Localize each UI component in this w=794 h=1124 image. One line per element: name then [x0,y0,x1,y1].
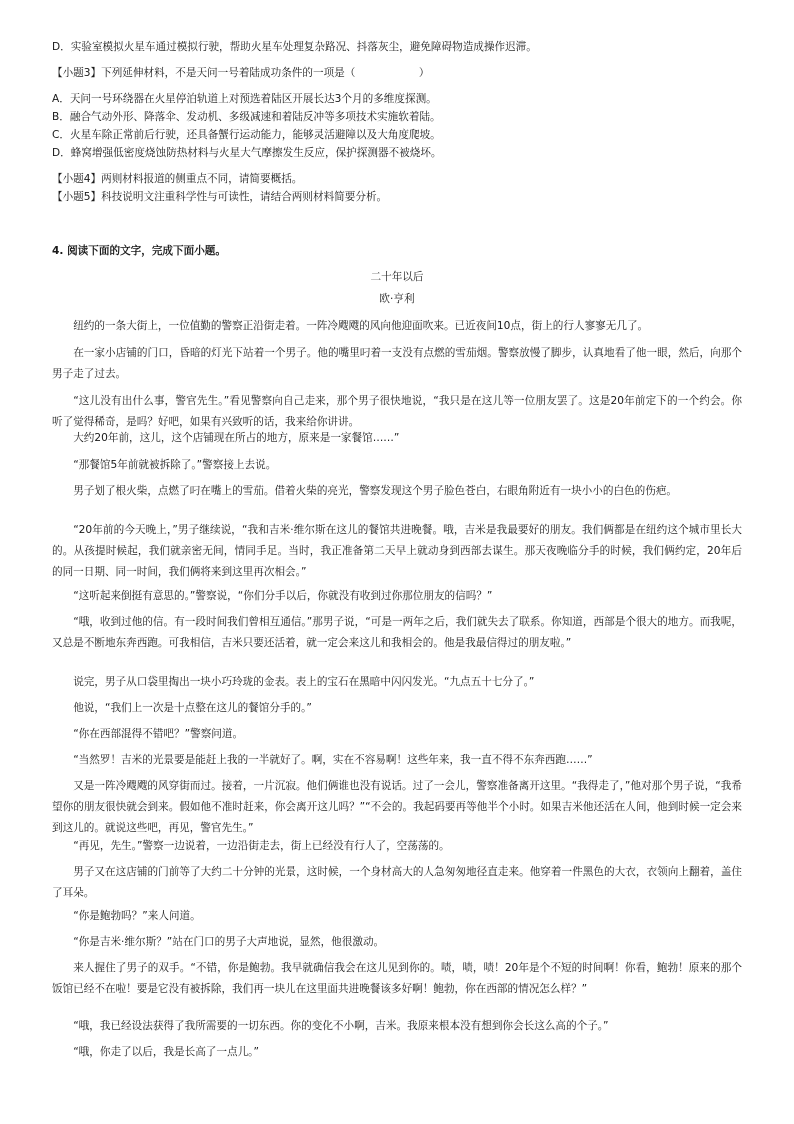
q5-stem: 【小题5】科技说明文注重科学性与可读性，请结合两则材料简要分析。 [52,191,388,203]
q3-option-a: A．天问一号环绕器在火星停泊轨道上对预选着陆区开展长达3个月的多维度探测。 [52,93,437,105]
paragraph: “你是鲍勃吗？”来人问道。 [73,910,201,922]
paragraph: “20年前的今天晚上，”男子继续说，“我和吉米·维尔斯在这儿的餐馆共进晚餐。哦，吉米是我最要好的朋友。我们俩都是在纽约这个城市里长大的。从孩提时候起，我们就亲密无间，情同手足。当时，我正准备第二天早上就动身到西部去谋生。那天夜晚临分手的时候，我们俩约定，20年后的同一日期、同一时间，我们俩将来到这里再次相会。” [52,524,742,578]
q3-option-c: C．火星车除正常前后行驶，还具备蟹行运动能力，能够灵活避障以及大角度爬坡。 [52,129,441,141]
paragraph: 男子划了根火柴，点燃了叼在嘴上的雪茄。借着火柴的亮光，警察发现这个男子脸色苍白，右眼角附近有一块小小的白色的伤疤。 [73,485,678,497]
paragraph: 又是一阵冷飕飕的风穿街而过。接着，一片沉寂。他们俩谁也没有说话。过了一会儿，警察准备离开这里。“我得走了，”他对那个男子说，“我希望你的朋友很快就会到来。假如他不准时赶来，你会离开这儿吗？”“不会的。我起码要再等他半个小时。如果吉米他还活在人间，他到时候一定会来到这儿的。就说这些吧，再见，警官先生。” [52,780,742,834]
paragraph: “你在西部混得不错吧？”警察问道。 [73,728,244,740]
q3-stem: 【小题3】下列延伸材料，不是天问一号着陆成功条件的一项是（ ） [52,67,430,79]
paragraph: “哦，我已经设法获得了我所需要的一切东西。你的变化不小啊，吉米。我原来根本没有想到你会长这么高的个子。” [73,1020,609,1032]
section-heading: 4. 阅读下面的文字，完成下面小题。 [52,245,226,257]
story-author: 欧·亨利 [379,293,415,305]
paragraph: “哦，你走了以后，我是长高了一点儿。” [73,1046,259,1058]
paragraph: “再见，先生。”警察一边说着，一边沿街走去，街上已经没有行人了，空荡荡的。 [73,840,450,852]
paragraph: 在一家小店铺的门口，昏暗的灯光下站着一个男子。他的嘴里叼着一支没有点燃的雪茄烟。警察放慢了脚步，认真地看了他一眼，然后，向那个男子走了过去。 [52,347,742,380]
paragraph: “当然罗！吉米的光景要是能赶上我的一半就好了。啊，实在不容易啊！这些年来，我一直不得不东奔西跑……” [73,754,593,766]
paragraph: “这听起来倒挺有意思的。”警察说，“你们分手以后，你就没有收到过你那位朋友的信吗？” [73,590,493,602]
paragraph: “这儿没有出什么事，警官先生。”看见警察向自己走来，那个男子很快地说，“我只是在这儿等一位朋友罢了。这是20年前定下的一个约会。你听了觉得稀奇，是吗？好吧，如果有兴致听的话，我来给你讲讲。 [52,395,742,428]
q3-option-d: D．蜂窝增强低密度烧蚀防热材料与火星大气摩擦发生反应，保护探测器不被烧坏。 [52,147,442,159]
story-title: 二十年以后 [370,271,424,283]
paragraph: “那餐馆5年前就被拆除了。”警察接上去说。 [73,459,277,471]
paragraph: 他说，“我们上一次是十点整在这儿的餐馆分手的。” [73,702,312,714]
paragraph: 来人握住了男子的双手。“不错，你是鲍勃。我早就确信我会在这儿见到你的。啧，啧，啧！20年是个不短的时间啊！你看，鲍勃！原来的那个饭馆已经不在啦！要是它没有被拆除，我们再一块儿在这里面共进晚餐该多好啊！鲍勃，你在西部的情况怎么样？” [52,962,742,995]
q3-option-b: B．融合气动外形、降落伞、发动机、多级减速和着陆反冲等多项技术实施软着陆。 [52,111,441,123]
q4-stem: 【小题4】两则材料报道的侧重点不同，请简要概括。 [52,173,303,185]
q2-option-d: D．实验室模拟火星车通过模拟行驶，帮助火星车处理复杂路况、抖落灰尘，避免障碍物造成操作迟滞。 [52,41,537,53]
paragraph: 男子又在这店铺的门前等了大约二十分钟的光景，这时候，一个身材高大的人急匆匆地径直走来。他穿着一件黑色的大衣，衣领向上翻着，盖住了耳朵。 [52,866,742,899]
paragraph: “哦，收到过他的信。有一段时间我们曾相互通信。”那男子说，“可是一两年之后，我们就失去了联系。你知道，西部是个很大的地方。而我呢，又总是不断地东奔西跑。可我相信，吉米只要还活着，就一定会来这儿和我相会的。他是我最信得过的朋友啦。” [52,616,742,649]
paragraph: 说完，男子从口袋里掏出一块小巧玲珑的金表。表上的宝石在黑暗中闪闪发光。“九点五十七分了。” [73,676,535,688]
paragraph: “你是吉米·维尔斯？”站在门口的男子大声地说，显然，他很激动。 [73,936,385,948]
paragraph: 大约20年前，这儿，这个店铺现在所占的地方，原来是一家餐馆……” [73,432,400,444]
paragraph: 纽约的一条大街上，一位值勤的警察正沿街走着。一阵冷飕飕的风向他迎面吹来。已近夜间10点，街上的行人寥寥无几了。 [73,320,649,332]
